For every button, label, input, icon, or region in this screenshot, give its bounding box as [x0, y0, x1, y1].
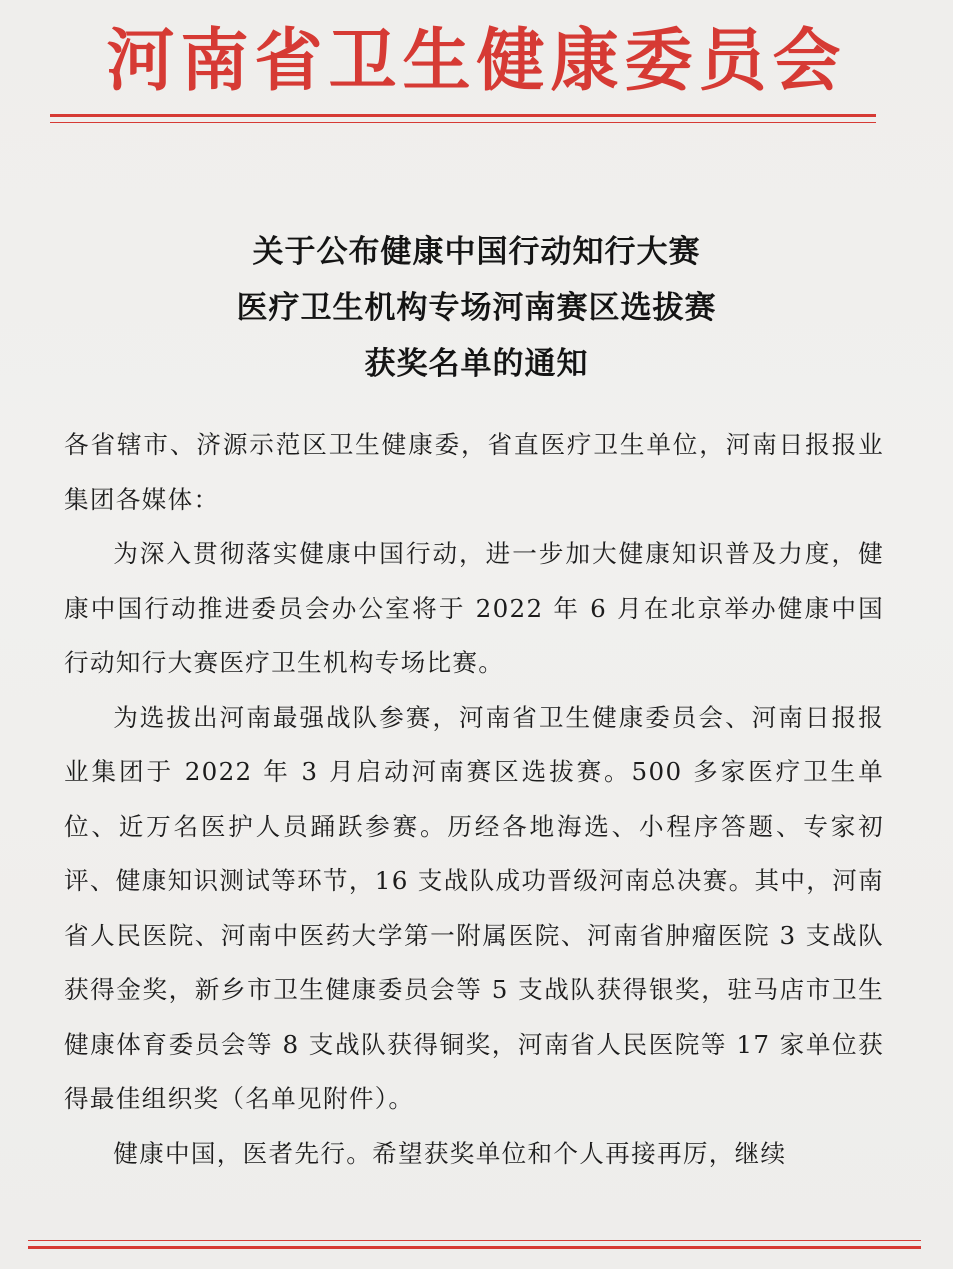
org-letterhead: 河南省卫生健康委员会: [106, 22, 847, 101]
notice-title-line-2: 医疗卫生机构专场河南赛区选拔赛: [236, 290, 717, 326]
letterhead-rule-thin: [50, 122, 876, 123]
footer-rule-thick: [28, 1246, 921, 1249]
notice-title-line-1: 关于公布健康中国行动知行大赛: [252, 234, 701, 270]
letterhead-rule-thick: [50, 114, 876, 117]
notice-body: [64, 418, 884, 1181]
footer-rule-thin: [28, 1240, 921, 1241]
notice-title-line-3: 获奖名单的通知: [364, 346, 589, 382]
notice-paragraph-3: 健康中国，医者先行。希望获奖单位和个人再接再厉，继续: [113, 1138, 787, 1168]
notice-addressee: 各省辖市、济源示范区卫生健康委，省直医疗卫生单位，河南日报报业集团各媒体：: [64, 430, 884, 514]
notice-paragraph-1: 为深入贯彻落实健康中国行动，进一步加大健康知识普及力度，健康中国行动推进委员会办公室将于 2022 年 6 月在北京举办健康中国行动知行大赛医疗卫生机构专场比赛。: [64, 539, 884, 677]
notice-paragraph-2: 为选拔出河南最强战队参赛，河南省卫生健康委员会、河南日报报业集团于 2022 年 3 月启动河南赛区选拔赛。500 多家医疗卫生单位、近万名医护人员踊跃参赛。历经各地海选、小程序答题、专家初评、健康知识测试等环节，16 支战队成功晋级河南总决赛。其中，河南省人民医院、河南中医药大学第一附属医院、河南省肿瘤医院 3 支战队获得金奖，新乡市卫生健康委员会等 5 支战队获得银奖，驻马店市卫生健康体育委员会等 8 支战队获得铜奖，河南省人民医院等 17 家单位获得最佳组织奖（名单见附件）。: [64, 702, 884, 1113]
